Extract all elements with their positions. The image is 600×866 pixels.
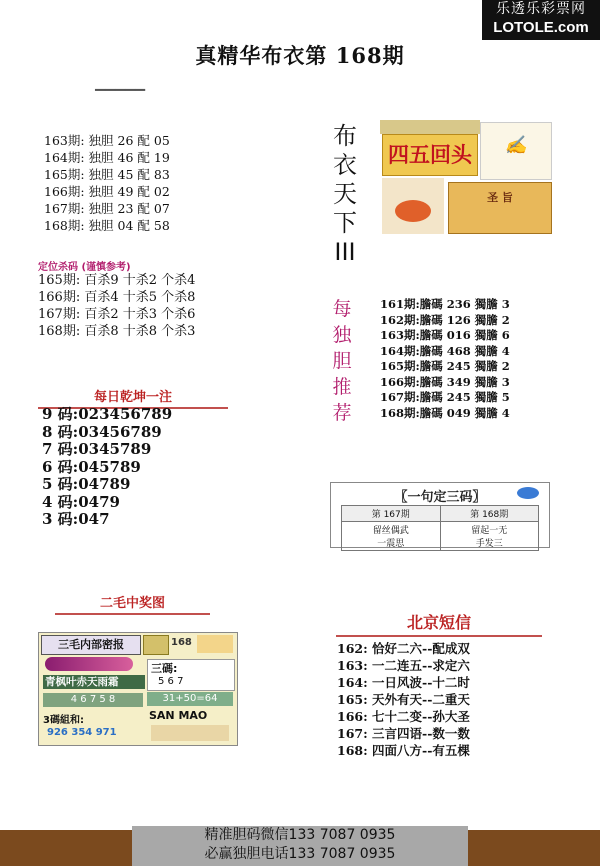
decree-scroll: [448, 182, 552, 234]
dudan-tuijian-list: [380, 297, 510, 421]
vertical-title-char: 衣: [333, 151, 357, 179]
list-item: 9 码:023456789: [42, 405, 173, 423]
signature-panel: [480, 122, 552, 180]
banner-main: 四五回头: [382, 134, 478, 176]
list-item: 167期:膽碼 245 獨膽 5: [380, 390, 510, 404]
banner-image: [380, 120, 552, 238]
list-item: 163期: 独胆 26 配 05: [44, 133, 170, 148]
list-item: 165期: 百杀9 十杀2 个杀4: [38, 273, 196, 288]
list-item: 167期: 百杀2 十杀3 个杀6: [38, 307, 196, 322]
sec2-heading: 定位杀码 (谨慎参考): [38, 262, 131, 273]
list-item: 164: 一日风波--十二时: [337, 675, 470, 690]
list-item: 166期:膽碼 349 獨膽 3: [380, 374, 510, 389]
dish-icon: [382, 178, 444, 234]
sanmao-sum: 31+50=64: [147, 692, 233, 706]
list-item: 168期:膽碼 049 獨膽 4: [380, 405, 510, 420]
vertical-title-char: 下: [333, 209, 357, 237]
list-item: 168期: 独胆 04 配 58: [44, 218, 170, 233]
vertical-title-char: 天: [333, 180, 357, 208]
list-item: 163: 一二连五--求定六: [337, 658, 470, 673]
list-item: 165期: 独胆 45 配 83: [44, 167, 170, 182]
footer-line1: 精准胆码微信133 7087 0935: [204, 827, 396, 843]
combo-label: 3碼組和:: [43, 715, 84, 726]
qiankun-list: [42, 406, 172, 529]
sanmao-brand: SAN MAO: [149, 709, 208, 722]
signature-icon: ✍: [504, 135, 528, 156]
vertical-title: [322, 122, 368, 267]
bj-heading: 北京短信: [406, 613, 471, 632]
divider: [55, 613, 210, 615]
list-item: 163期:膽碼 016 獨膽 6: [380, 328, 510, 342]
list-item: 6 码:045789: [42, 457, 141, 476]
bj-heading-wrap: [336, 610, 542, 637]
vertical-pink-char: 独: [332, 324, 352, 346]
vertical-pink-char: 每: [332, 298, 352, 320]
list-item: 166期: 百杀4 十杀5 个杀8: [38, 290, 196, 305]
list-item: 5 码:04789: [42, 475, 131, 493]
list-item: 162期:膽碼 126 獨膽 2: [380, 312, 510, 327]
decree-label: 圣 旨: [487, 191, 513, 204]
sanmao-top-label: 三毛内部密报: [41, 635, 141, 655]
ball-icon: [517, 487, 539, 499]
yiju-col1-head: 第 167期: [342, 506, 441, 522]
dish-shape: [395, 200, 431, 222]
list-item: 168期: 百杀8 十杀8 个杀3: [38, 324, 196, 339]
yiju-col1-line: 留丝偶武: [372, 526, 409, 536]
vertical-title-char: 布: [333, 122, 357, 150]
sec4-heading: 二毛中奖图: [99, 596, 165, 611]
bj-list: [337, 640, 470, 759]
watermark: [482, 0, 600, 40]
yiju-col2-line: 手发三: [475, 539, 503, 549]
footer-box: [132, 826, 468, 866]
shama-list: [38, 272, 195, 340]
list-item: 3 码:047: [42, 510, 110, 528]
sec3-heading: 每日乾坤一注: [93, 390, 172, 405]
sanma-value: 5 6 7: [158, 676, 184, 687]
list-item: 165期:膽碼 245 獨膽 2: [380, 359, 510, 373]
list-item: 162: 恰好二六--配成双: [337, 641, 470, 656]
scroll-top-icon: [380, 120, 480, 134]
sanma-label: 三碼:: [151, 662, 178, 675]
sanma-box: [147, 659, 235, 691]
decor-strip-icon: [45, 657, 133, 671]
list-item: 164期:膽碼 468 獨膽 4: [380, 343, 510, 358]
vertical-pink-char: 荐: [332, 402, 352, 424]
list-item: 165: 天外有天--二重天: [337, 692, 470, 707]
yiju-title: 〖一句定三码〗: [394, 490, 486, 505]
dudan-list: [44, 132, 170, 234]
list-item: 167: 三言四语--数一数: [337, 726, 470, 741]
yiju-col1-cell: [342, 522, 441, 551]
watermark-line1: 乐透乐彩票网: [496, 1, 586, 17]
sanmao-image: [38, 632, 238, 746]
yiju-col2-cell: [440, 522, 539, 551]
ribbon-icon: [197, 635, 233, 653]
vertical-pink-title: [322, 296, 362, 426]
vertical-pink-char: 胆: [332, 350, 352, 372]
list-item: 7 码:0345789: [42, 440, 152, 458]
list-item: 166: 七十二变--孙大圣: [337, 709, 470, 724]
list-item: 4 码:0479: [42, 492, 120, 511]
sec4-heading-wrap: [55, 592, 210, 615]
yiju-col2-line: 留起一无: [471, 526, 508, 536]
yiju-col2-head: 第 168期: [440, 506, 539, 522]
flower-icon: [151, 725, 229, 741]
footer-line2: 必赢独胆电话133 7087 0935: [204, 846, 396, 862]
divider: [336, 635, 542, 637]
yiju-col1-line: 一震思: [377, 539, 405, 549]
yiju-panel: [330, 482, 550, 548]
list-item: 8 码:03456789: [42, 422, 162, 441]
sanmao-digits: 4 6 7 5 8: [43, 693, 143, 707]
vertical-title-char: III: [334, 238, 356, 266]
sanmao-bar-text: 青枫叶赤天雨霜: [43, 675, 145, 689]
emblem-icon: [143, 635, 169, 655]
sanmao-badge: 168: [171, 637, 192, 648]
list-item: 168: 四面八方--有五棵: [337, 743, 470, 758]
sec1-heading-cropped: ▔▔▔▔▔: [95, 90, 145, 105]
list-item: 167期: 独胆 23 配 07: [44, 201, 170, 216]
page-title: 真精华布衣第 168期: [195, 43, 405, 68]
vertical-pink-char: 推: [332, 376, 352, 398]
list-item: 166期: 独胆 49 配 02: [44, 184, 170, 199]
combo-value: 926 354 971: [47, 727, 117, 738]
yiju-table: [341, 505, 539, 551]
watermark-line2: LOTOLE.com: [493, 19, 589, 36]
list-item: 164期: 独胆 46 配 19: [44, 150, 170, 165]
list-item: 161期:膽碼 236 獨膽 3: [380, 297, 510, 311]
